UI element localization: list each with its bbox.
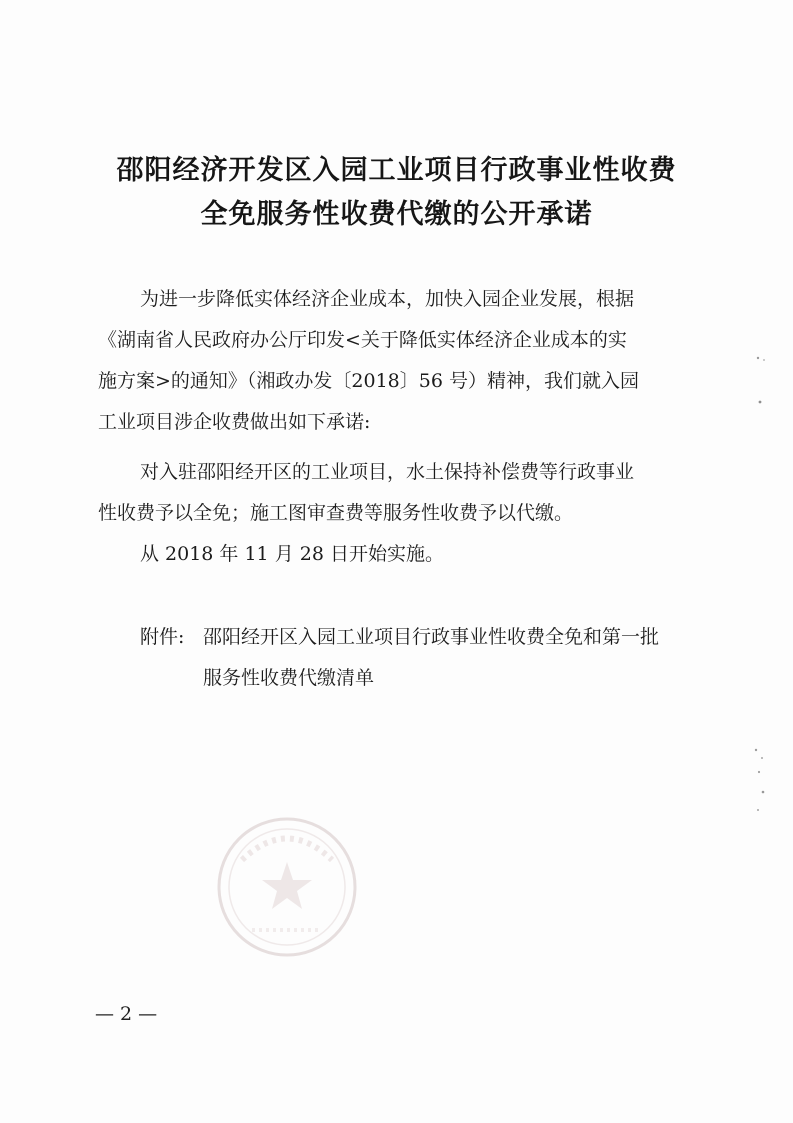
page-number: — 2 —: [95, 1003, 158, 1025]
body-line: 工业项目涉企收费做出如下承诺:: [98, 411, 371, 433]
body-line: 性收费予以全免；施工图审查费等服务性收费予以代缴。: [98, 502, 574, 524]
attachment-title-line-1: 邵阳经开区入园工业项目行政事业性收费全免和第一批: [203, 626, 660, 648]
scan-speck-icon: [740, 340, 780, 840]
body-line: 从 2018 年 11 月 28 日开始实施。: [140, 543, 444, 565]
body-line: 《湖南省人民政府办公厅印发<关于降低实体经济企业成本的实: [98, 329, 627, 351]
document-title-line-2: 全免服务性收费代缴的公开承诺: [200, 199, 593, 230]
attachment-title-line-2: 服务性收费代缴清单: [203, 667, 375, 689]
document-title-line-1: 邵阳经济开发区入园工业项目行政事业性收费: [116, 155, 677, 186]
body-line: 为进一步降低实体经济企业成本，加快入园企业发展，根据: [140, 288, 635, 310]
body-line: 施方案>的通知》（湘政办发〔2018〕56 号）精神，我们就入园: [98, 370, 639, 392]
attachment-label: 附件:: [140, 626, 185, 648]
body-line: 对入驻邵阳经开区的工业项目，水土保持补偿费等行政事业: [140, 461, 635, 483]
official-seal-icon: [212, 812, 362, 962]
